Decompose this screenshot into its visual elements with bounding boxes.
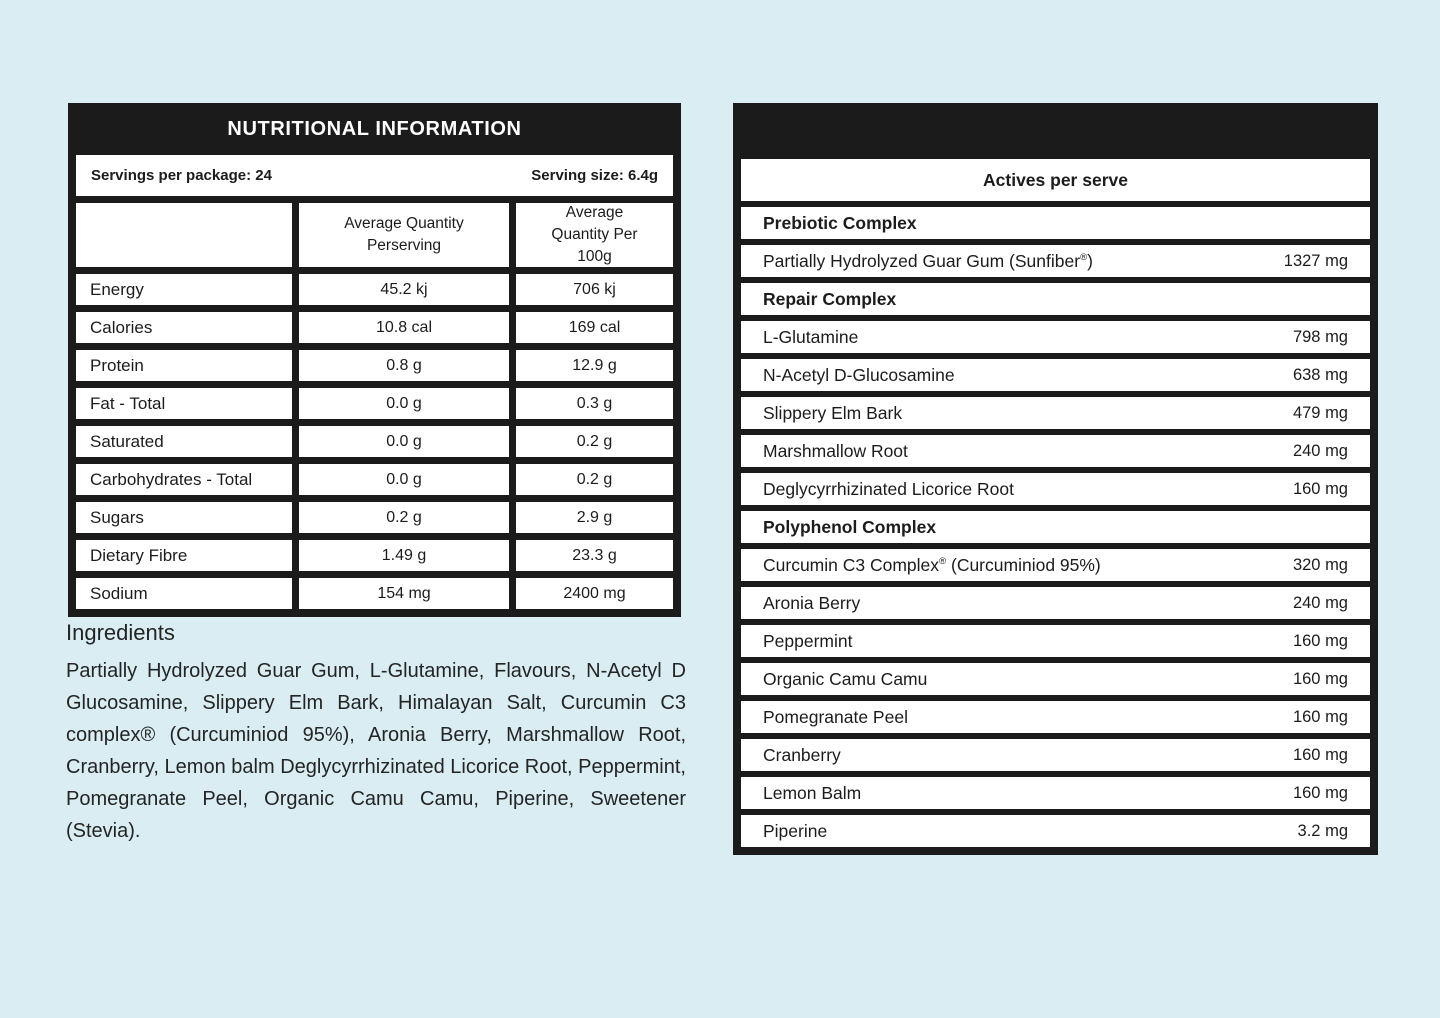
actives-item-name: Marshmallow Root	[763, 440, 908, 461]
actives-item-name: Cranberry	[763, 744, 841, 765]
actives-item-row	[741, 321, 1370, 353]
nutrition-row-per-serving-value: 0.0 g	[299, 464, 509, 495]
actives-item-row	[741, 473, 1370, 505]
nutrition-panel	[68, 103, 681, 617]
actives-item-row	[741, 663, 1370, 695]
nutrition-row-label: Dietary Fibre	[76, 540, 292, 571]
nutrition-row-label: Carbohydrates - Total	[76, 464, 292, 495]
actives-item-name: N-Acetyl D-Glucosamine	[763, 364, 955, 385]
actives-item-name: Curcumin C3 Complex® (Curcuminiod 95%)	[763, 554, 1101, 575]
nutrition-row-label: Protein	[76, 350, 292, 381]
actives-item-row	[741, 397, 1370, 429]
actives-section-heading: Polyphenol Complex	[741, 511, 1370, 543]
actives-item-amount: 1327 mg	[1283, 251, 1348, 270]
actives-item-amount: 160 mg	[1292, 479, 1348, 498]
actives-item-amount: 160 mg	[1292, 631, 1348, 650]
actives-item-name: Deglycyrrhizinated Licorice Root	[763, 478, 1014, 499]
actives-item-name: Partially Hydrolyzed Guar Gum (Sunfiber®)	[763, 250, 1093, 271]
actives-item-row	[741, 587, 1370, 619]
nutrition-row-per-100g-value: 169 cal	[516, 312, 673, 343]
nutrition-row-label: Fat - Total	[76, 388, 292, 419]
actives-item-name: Pomegranate Peel	[763, 706, 908, 727]
nutrition-table	[76, 203, 673, 609]
nutrition-row-per-serving-value: 10.8 cal	[299, 312, 509, 343]
actives-item-amount: 160 mg	[1292, 669, 1348, 688]
actives-item-amount: 240 mg	[1292, 441, 1348, 460]
servings-row	[76, 155, 673, 196]
nutrition-row-per-serving-value: 0.0 g	[299, 426, 509, 457]
actives-item-name: Organic Camu Camu	[763, 668, 928, 689]
nutrition-row-label: Sodium	[76, 578, 292, 609]
nutrition-row-per-serving-value: 45.2 kj	[299, 274, 509, 305]
nutrition-row-per-serving-value: 0.2 g	[299, 502, 509, 533]
actives-item-amount: 320 mg	[1292, 555, 1348, 574]
nutrition-row-label: Saturated	[76, 426, 292, 457]
nutrition-row-per-100g-value: 23.3 g	[516, 540, 673, 571]
actives-item-row	[741, 815, 1370, 847]
nutrition-row-per-serving-value: 0.0 g	[299, 388, 509, 419]
nutrition-row-per-100g-value: 0.3 g	[516, 388, 673, 419]
actives-item-row	[741, 777, 1370, 809]
actives-panel	[733, 103, 1378, 855]
ingredients-section	[66, 620, 686, 847]
actives-item-amount: 160 mg	[1292, 707, 1348, 726]
actives-item-row	[741, 359, 1370, 391]
actives-item-amount: 160 mg	[1292, 745, 1348, 764]
actives-panel-title: Actives per serve	[741, 159, 1370, 201]
nutrition-row-per-100g-value: 0.2 g	[516, 464, 673, 495]
column-header-per-serving: Average Quantity Perserving	[299, 203, 509, 267]
actives-item-row	[741, 739, 1370, 771]
nutrition-row-per-100g-value: 2400 mg	[516, 578, 673, 609]
actives-item-row	[741, 625, 1370, 657]
nutrition-row-per-serving-value: 0.8 g	[299, 350, 509, 381]
column-header-empty	[76, 203, 292, 267]
actives-item-row	[741, 435, 1370, 467]
actives-item-amount: 638 mg	[1292, 365, 1348, 384]
ingredients-text: Partially Hydrolyzed Guar Gum, L-Glutamine, Flavours, N-Acetyl D Glucosamine, Slippery Elm Bark, Himalayan Salt, Curcumin C3 complex® (Curcuminiod 95%), Aronia Berry, Marshmallow Root, Cranberry, Lemon balm Deglycyrrhizinated Licorice Root, Peppermint, Pomegranate Peel, Organic Camu Camu, Piperine, Sweetener (Stevia).	[66, 660, 686, 842]
nutrition-row-label: Calories	[76, 312, 292, 343]
ingredients-heading: Ingredients	[66, 620, 175, 645]
actives-item-name: Peppermint	[763, 630, 853, 651]
actives-item-amount: 240 mg	[1292, 593, 1348, 612]
actives-item-name: Lemon Balm	[763, 782, 862, 803]
actives-item-amount: 3.2 mg	[1297, 821, 1348, 840]
nutrition-row-per-serving-value: 1.49 g	[299, 540, 509, 571]
nutrition-row-label: Sugars	[76, 502, 292, 533]
column-header-per-100g: Average Quantity Per 100g	[516, 203, 673, 267]
actives-section-heading: Prebiotic Complex	[741, 207, 1370, 239]
actives-item-name: L-Glutamine	[763, 326, 859, 347]
actives-item-name: Aronia Berry	[763, 592, 861, 613]
actives-item-amount: 798 mg	[1292, 327, 1348, 346]
actives-item-name: Piperine	[763, 820, 828, 841]
actives-top-band	[741, 111, 1370, 153]
actives-item-amount: 479 mg	[1292, 403, 1348, 422]
actives-item-name: Slippery Elm Bark	[763, 402, 903, 423]
nutrition-row-per-serving-value: 154 mg	[299, 578, 509, 609]
nutrition-row-per-100g-value: 0.2 g	[516, 426, 673, 457]
nutrition-row-per-100g-value: 12.9 g	[516, 350, 673, 381]
actives-section-heading: Repair Complex	[741, 283, 1370, 315]
nutrition-row-label: Energy	[76, 274, 292, 305]
serving-size-label: Serving size: 6.4g	[531, 167, 658, 184]
nutrition-row-per-100g-value: 706 kj	[516, 274, 673, 305]
actives-item-amount: 160 mg	[1292, 783, 1348, 802]
nutrition-row-per-100g-value: 2.9 g	[516, 502, 673, 533]
actives-item-row	[741, 701, 1370, 733]
actives-item-row	[741, 245, 1370, 277]
servings-per-package-label: Servings per package: 24	[91, 167, 272, 184]
nutrition-panel-title: NUTRITIONAL INFORMATION	[227, 118, 522, 140]
actives-item-row	[741, 549, 1370, 581]
